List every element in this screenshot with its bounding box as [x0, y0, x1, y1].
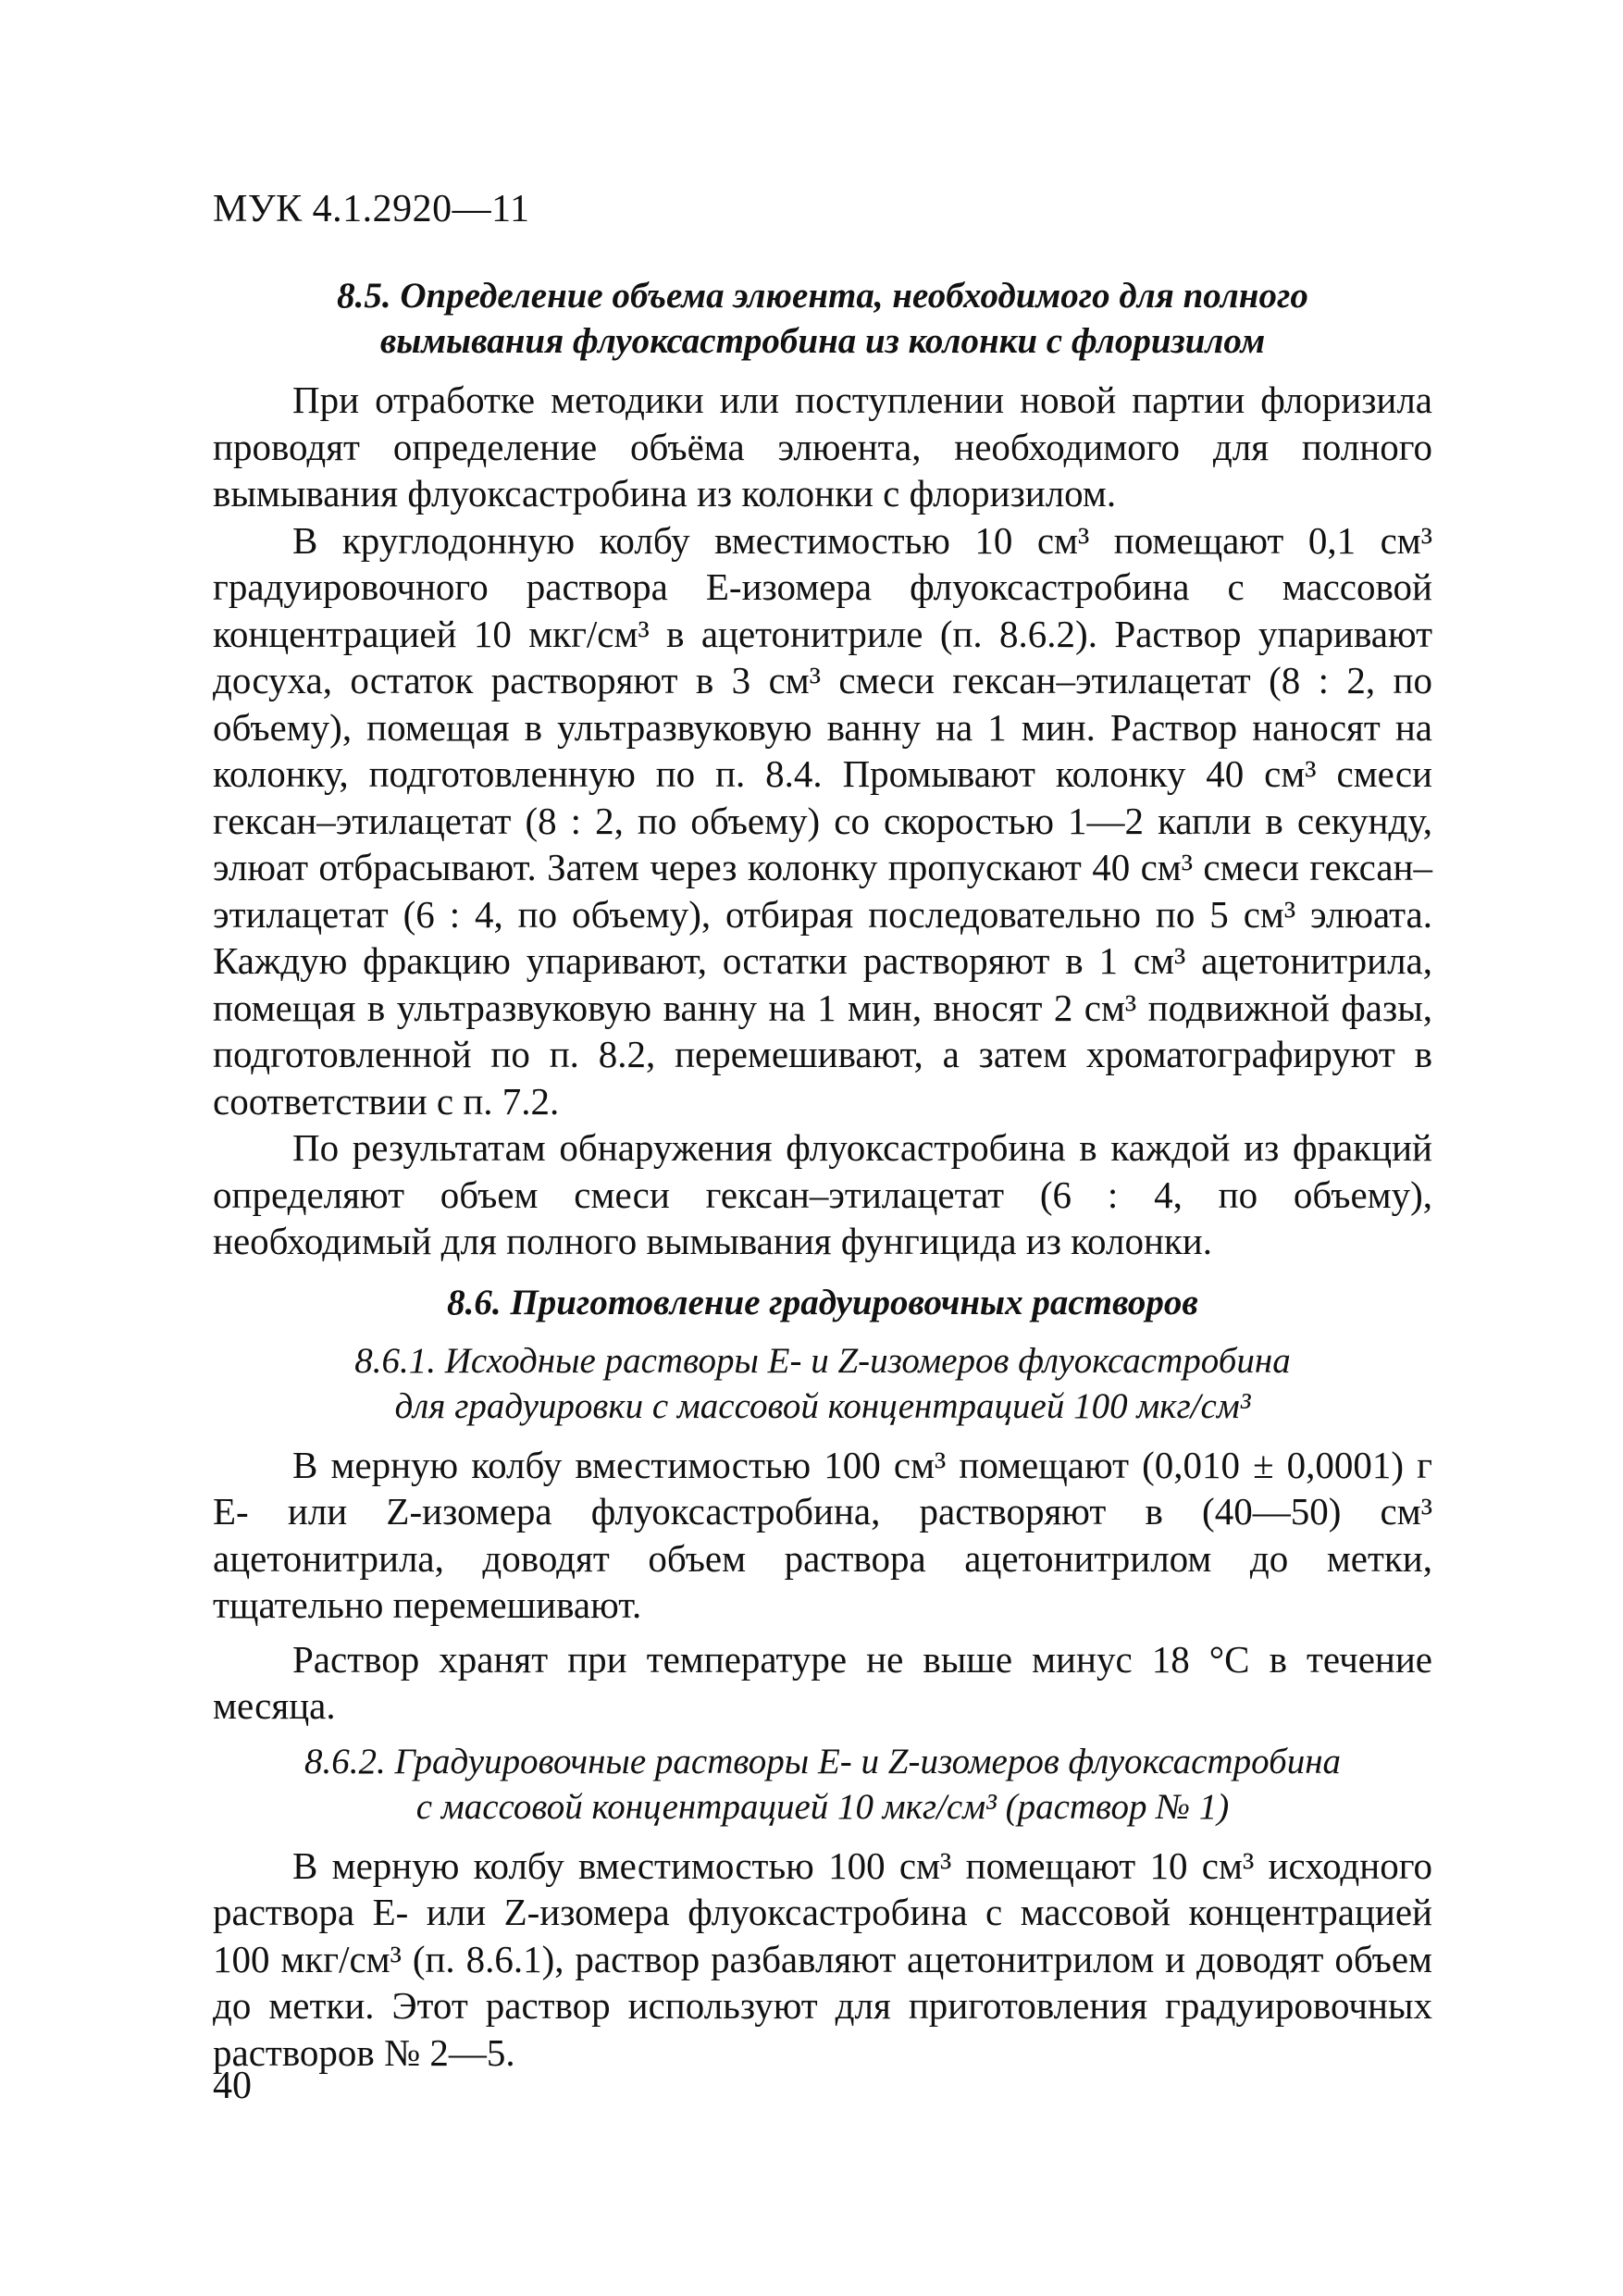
- section-8-5-paragraph-3: По результатам обнаружения флуоксастробина в каждой из фракций определяют объем смеси гексан–этилацетат (6 : 4, по объему), необходимый для полного вымывания фунгицида из колонки.: [213, 1126, 1432, 1262]
- document-code-header: МУК 4.1.2920—11: [213, 188, 530, 230]
- section-8-6-1-paragraph-1: В мерную колбу вместимостью 100 см³ помещают (0,010 ± 0,0001) г Е- или Z-изомера флуоксастробина, растворяют в (40—50) см³ ацетонитрила, доводят объем раствора ацетонитрилом до метки, тщательно перемешивают.: [213, 1443, 1432, 1626]
- section-8-6-title: [213, 1280, 1432, 1325]
- section-8-6-2-title-line1: 8.6.2. Градуировочные растворы Е- и Z-изомеров флуоксастробина: [304, 1741, 1342, 1781]
- section-8-5-paragraph-2: В круглодонную колбу вместимостью 10 см³ помещают 0,1 см³ градуировочного раствора Е-изомера флуоксастробина с массовой концентрацией 10 мкг/см³ в ацетонитриле (п. 8.6.2). Раствор упаривают досуха, остаток растворяют в 3 см³ смеси гексан–этилацетат (8 : 2, по объему), помещая в ультразвуковую ванну на 1 мин. Раствор наносят на колонку, подготовленную по п. 8.4. Промывают колонку 40 см³ смеси гексан–этилацетат (8 : 2, по объему) со скоростью 1—2 капли в секунду, элюат отбрасывают. Затем через колонку пропускают 40 см³ смеси гексан–этилацетат (6 : 4, по объему), отбирая последовательно по 5 см³ элюата. Каждую фракцию упаривают, остатки растворяют в 1 см³ ацетонитрила, помещая в ультразвуковую ванну на 1 мин, вносят 2 см³ подвижной фазы, подготовленной по п. 8.2, перемешивают, а затем хроматографируют в соответствии с п. 7.2.: [213, 518, 1432, 1123]
- section-8-5-title-line1: 8.5. Определение объема элюента, необходимого для полного: [337, 276, 1308, 316]
- section-8-5-title-line2: вымывания флуоксастробина из колонки с флоризилом: [379, 321, 1266, 361]
- section-8-6-1-paragraph-2: Раствор хранят при температуре не выше минус 18 °С в течение месяца.: [213, 1637, 1432, 1727]
- section-8-5-paragraph-1: При отработке методики или поступлении новой партии флоризила проводят определение объёма элюента, необходимого для полного вымывания флуоксастробина из колонки с флоризилом.: [213, 379, 1432, 515]
- section-8-6-1-title-line2: для градуировки с массовой концентрацией 100 мкг/см³: [394, 1385, 1251, 1426]
- section-8-6-1-title: [213, 1338, 1432, 1429]
- document-body: [213, 273, 1432, 2076]
- section-8-5-title: [213, 273, 1432, 364]
- section-8-6-title-text: 8.6. Приготовление градуировочных растворов: [447, 1282, 1198, 1322]
- document-page: [213, 0, 1432, 2296]
- page-number: 40: [213, 2065, 252, 2107]
- section-8-6-1-title-line1: 8.6.1. Исходные растворы Е- и Z-изомеров флуоксастробина: [354, 1340, 1291, 1381]
- section-8-6-2-title-line2: с массовой концентрацией 10 мкг/см³ (раствор № 1): [415, 1786, 1230, 1827]
- section-8-6-2-paragraph-1: В мерную колбу вместимостью 100 см³ помещают 10 см³ исходного раствора Е- или Z-изомера флуоксастробина с массовой концентрацией 100 мкг/см³ (п. 8.6.1), раствор разбавляют ацетонитрилом и доводят объем до метки. Этот раствор используют для приготовления градуировочных растворов № 2—5.: [213, 1843, 1432, 2074]
- section-8-6-2-title: [213, 1739, 1432, 1830]
